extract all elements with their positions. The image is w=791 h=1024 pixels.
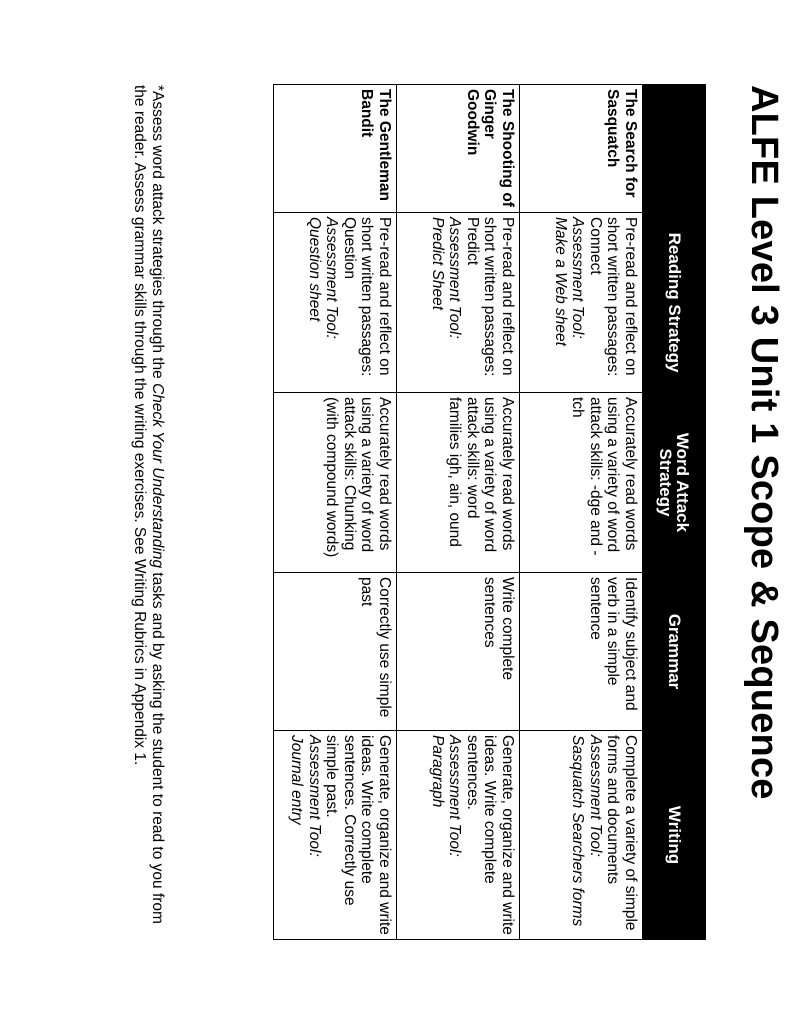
reading-cell [520,213,643,393]
assessment-tool-name: Journal entry [288,735,306,825]
assessment-tool-name: Paragraph [429,735,446,808]
assessment-tool-label: Assessment Tool: [446,735,464,857]
assessment-tool-label: Assessment Tool: [446,217,464,339]
table-row [397,85,520,940]
scope-sequence-table [273,84,706,940]
writing-cell [397,731,520,940]
table-header-row [643,85,706,940]
assessment-tool-name: Predict Sheet [429,217,446,311]
assessment-tool-label: Assessment Tool: [569,217,587,339]
writing-text: Generate, organize and write ideas. Write complete sentences. [464,735,516,935]
assessment-tool-label: Assessment Tool: [587,735,604,857]
table-row [520,85,643,940]
header-reading-strategy: Reading Strategy [643,213,706,393]
reading-text: Pre-read and reflect on short written passages: Question [341,217,393,377]
footnote-italic-title: Check Your Understanding [149,383,166,569]
assessment-tool-name: Make a Web sheet [552,217,569,346]
page-title: ALFE Level 3 Unit 1 Scope & Sequence [743,85,785,800]
reading-cell [397,213,520,393]
footnote-text-end: tasks and by asking the student to read to you from the reader. Assess grammar skills through the writing exercises. See Writing Rubrics in Appendix 1. [131,85,166,924]
writing-cell [274,731,397,940]
assessment-tool-name: Sasquatch Searchers forms [569,735,587,927]
assessment-tool-label: Assessment Tool: [323,217,341,339]
writing-text: Generate, organize and write ideas. Write complete sentences. Correctly use simple past. [323,735,393,935]
reading-text: Pre-read and reflect on short written passages: Predict [464,217,516,377]
writing-text: Complete a variety of simple forms and documents [604,735,639,931]
reading-cell [274,213,397,393]
grammar-cell: Write complete sentences [397,573,520,731]
story-cell: The Shooting of Ginger Goodwin [397,85,520,213]
story-cell: The Search for Sasquatch [520,85,643,213]
header-word-attack-strategy: Word Attack Strategy [643,393,706,573]
assessment-tool-name: Question sheet [306,217,323,322]
header-grammar: Grammar [643,573,706,731]
grammar-cell: Identify subject and verb in a simple sentence [520,573,643,731]
table-row [274,85,397,940]
reading-text: Pre-read and reflect on short written passages: Connect [587,217,639,377]
header-writing: Writing [643,731,706,940]
header-story [643,85,706,213]
footnote [130,85,166,935]
writing-cell [520,731,643,940]
story-cell: The Gentleman Bandit [274,85,397,213]
word-attack-cell: Accurately read words using a variety of word attack skills: word families igh, ain, ound [397,393,520,573]
word-attack-cell: Accurately read words using a variety of word attack skills: -dge and -tch [520,393,643,573]
grammar-cell: Correctly use simple past [274,573,397,731]
assessment-tool-label: Assessment Tool: [306,735,323,857]
word-attack-cell: Accurately read words using a variety of word attack skills: Chunking (with compound words) [274,393,397,573]
footnote-text-start: *Assess word attack strategies through the [149,85,166,379]
